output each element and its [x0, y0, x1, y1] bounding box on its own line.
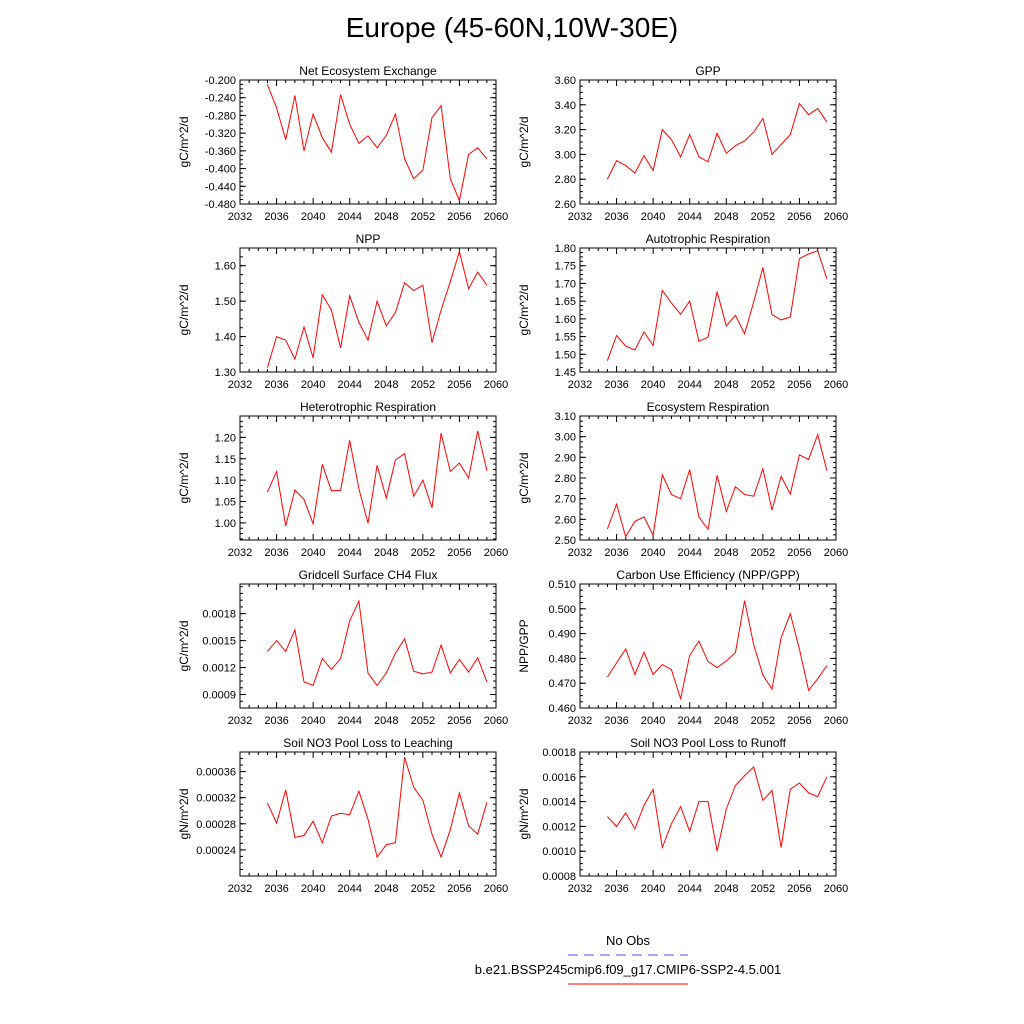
x-tick-label: 2044 [337, 379, 362, 391]
x-tick-label: 2052 [410, 211, 436, 223]
y-tick-label: 3.00 [554, 149, 576, 162]
x-tick-label: 2032 [567, 379, 593, 391]
y-tick-label: 3.20 [554, 124, 576, 137]
x-tick-label: 2060 [823, 379, 849, 391]
y-tick-label: 1.50 [214, 296, 236, 309]
x-tick-label: 2044 [677, 211, 702, 223]
x-tick-label: 2032 [567, 715, 593, 727]
x-tick-label: 2036 [604, 715, 629, 727]
x-tick-label: 2060 [483, 547, 509, 559]
y-tick-label: 2.70 [554, 493, 576, 506]
y-tick-label: 0.00036 [196, 766, 236, 779]
y-tick-label: 0.0014 [542, 796, 576, 809]
plot-frame [240, 584, 496, 708]
series-line [607, 435, 827, 537]
x-tick-label: 2060 [823, 883, 849, 895]
y-tick-label: 1.75 [554, 260, 576, 273]
plot-frame [240, 248, 496, 372]
x-tick-label: 2048 [714, 379, 739, 391]
x-tick-label: 2032 [567, 211, 593, 223]
y-tick-label: 1.50 [554, 349, 576, 362]
x-tick-label: 2060 [823, 715, 849, 727]
x-tick-label: 2052 [750, 547, 776, 559]
x-tick-label: 2052 [750, 211, 776, 223]
x-tick-label: 2048 [714, 883, 739, 895]
chart-panel [517, 400, 848, 559]
chart-title: Net Ecosystem Exchange [299, 64, 437, 78]
y-axis-label: gC/m^2/d [517, 284, 531, 336]
y-tick-label: 0.470 [548, 678, 576, 691]
y-tick-label: 0.0012 [202, 662, 236, 675]
page-title: Europe (45-60N,10W-30E) [345, 12, 679, 43]
x-tick-label: 2040 [300, 547, 326, 559]
y-tick-label: -0.240 [204, 92, 236, 105]
x-tick-label: 2048 [714, 547, 739, 559]
y-tick-label: 0.0010 [542, 846, 576, 859]
y-tick-label: -0.440 [204, 181, 236, 194]
x-tick-label: 2040 [300, 715, 326, 727]
y-tick-label: 1.40 [214, 331, 236, 344]
x-tick-label: 2056 [447, 379, 472, 391]
y-tick-label: -0.320 [204, 128, 236, 141]
x-tick-label: 2044 [677, 379, 702, 391]
y-tick-label: -0.280 [204, 110, 236, 123]
chart-title: GPP [695, 64, 721, 78]
y-tick-label: 1.30 [214, 367, 236, 379]
x-tick-label: 2040 [640, 379, 666, 391]
x-tick-label: 2036 [604, 211, 629, 223]
x-tick-label: 2060 [823, 211, 849, 223]
y-tick-label: -0.480 [204, 199, 236, 211]
x-tick-label: 2044 [337, 715, 362, 727]
plot-frame [580, 752, 836, 876]
y-axis-label: gN/m^2/d [177, 788, 191, 840]
chart-title: Carbon Use Efficiency (NPP/GPP) [616, 568, 800, 582]
x-tick-label: 2052 [750, 883, 776, 895]
x-tick-label: 2048 [374, 379, 399, 391]
y-tick-label: 0.490 [548, 628, 576, 641]
y-tick-label: 2.60 [554, 199, 576, 211]
plot-frame [580, 80, 836, 204]
x-tick-label: 2052 [410, 547, 436, 559]
chart-title: Gridcell Surface CH4 Flux [298, 568, 438, 582]
y-tick-label: 0.00024 [196, 844, 236, 857]
y-axis-label: gC/m^2/d [517, 452, 531, 504]
x-tick-label: 2048 [714, 715, 739, 727]
y-tick-label: 2.90 [554, 452, 576, 465]
y-tick-label: 1.45 [554, 367, 576, 379]
x-tick-label: 2040 [640, 211, 666, 223]
x-tick-label: 2032 [227, 883, 253, 895]
y-tick-label: 0.0008 [542, 871, 576, 883]
y-tick-label: 1.65 [554, 296, 576, 309]
x-tick-label: 2036 [264, 883, 289, 895]
y-tick-label: 1.80 [554, 243, 576, 255]
legend-model-label: b.e21.BSSP245cmip6.f09_g17.CMIP6-SSP2-4.5.001 [474, 962, 782, 977]
y-tick-label: 1.70 [554, 278, 576, 291]
y-tick-label: 0.0018 [542, 747, 576, 759]
chart-title: Ecosystem Respiration [646, 400, 770, 414]
y-tick-label: 3.40 [554, 99, 576, 112]
y-tick-label: 1.05 [214, 496, 236, 509]
x-tick-label: 2056 [787, 715, 812, 727]
x-tick-label: 2060 [483, 883, 509, 895]
x-tick-label: 2036 [264, 715, 289, 727]
chart-panel [177, 64, 508, 223]
x-tick-label: 2032 [567, 547, 593, 559]
x-tick-label: 2044 [337, 211, 362, 223]
x-tick-label: 2060 [483, 715, 509, 727]
chart-title: NPP [355, 232, 381, 246]
x-tick-label: 2052 [750, 379, 776, 391]
y-tick-label: 3.60 [554, 75, 576, 87]
chart-panel [517, 736, 848, 895]
chart-title: Autotrophic Respiration [645, 232, 771, 246]
series-line [267, 431, 487, 526]
x-tick-label: 2040 [300, 883, 326, 895]
y-axis-label: gN/m^2/d [517, 788, 531, 840]
x-tick-label: 2056 [787, 211, 812, 223]
x-tick-label: 2048 [714, 211, 739, 223]
series-line [607, 104, 827, 180]
legend-obs-label: No Obs [605, 933, 651, 948]
y-tick-label: 3.10 [554, 411, 576, 423]
y-tick-label: 1.10 [214, 475, 236, 488]
y-tick-label: 0.0012 [542, 821, 576, 834]
chart-title: Heterotrophic Respiration [299, 400, 437, 414]
x-tick-label: 2044 [677, 715, 702, 727]
x-tick-label: 2048 [374, 547, 399, 559]
plot-frame [580, 416, 836, 540]
series-line [267, 757, 487, 857]
y-tick-label: 0.00028 [196, 818, 236, 831]
series-line [607, 601, 827, 699]
x-tick-label: 2032 [227, 547, 253, 559]
x-tick-label: 2056 [787, 379, 812, 391]
y-tick-label: 1.60 [214, 260, 236, 273]
y-tick-label: 3.00 [554, 431, 576, 444]
chart-panel [177, 232, 508, 391]
y-tick-label: 2.50 [554, 535, 576, 547]
x-tick-label: 2056 [787, 547, 812, 559]
y-tick-label: 0.460 [548, 703, 576, 715]
x-tick-label: 2056 [447, 883, 472, 895]
y-axis-label: NPP/GPP [517, 619, 531, 673]
y-axis-label: gC/m^2/d [517, 116, 531, 168]
y-tick-label: 0.500 [548, 603, 576, 616]
x-tick-label: 2052 [750, 715, 776, 727]
series-line [267, 601, 487, 685]
x-tick-label: 2060 [483, 379, 509, 391]
series-line [607, 251, 827, 361]
y-tick-label: 0.480 [548, 653, 576, 666]
x-tick-label: 2052 [410, 883, 436, 895]
chart-panel [517, 232, 848, 391]
y-tick-label: -0.360 [204, 145, 236, 158]
x-tick-label: 2060 [483, 211, 509, 223]
plot-frame [580, 584, 836, 708]
y-tick-label: 2.80 [554, 473, 576, 485]
chart-panel [177, 568, 508, 727]
y-tick-label: 1.20 [214, 432, 236, 445]
y-tick-label: 1.15 [214, 453, 236, 466]
x-tick-label: 2060 [823, 547, 849, 559]
series-line [267, 84, 487, 200]
x-tick-label: 2040 [300, 379, 326, 391]
plot-frame [240, 752, 496, 876]
x-tick-label: 2040 [640, 715, 666, 727]
y-tick-label: 0.00032 [196, 792, 236, 805]
y-tick-label: -0.200 [204, 75, 236, 87]
x-tick-label: 2032 [227, 715, 253, 727]
x-tick-label: 2036 [604, 547, 629, 559]
chart-title: Soil NO3 Pool Loss to Leaching [283, 736, 453, 750]
series-line [267, 252, 487, 368]
x-tick-label: 2036 [264, 379, 289, 391]
series-line [607, 767, 827, 851]
chart-panel [177, 736, 508, 895]
x-tick-label: 2044 [677, 547, 702, 559]
y-tick-label: 0.0018 [202, 608, 236, 621]
x-tick-label: 2036 [264, 211, 289, 223]
x-tick-label: 2032 [227, 379, 253, 391]
y-tick-label: -0.400 [204, 163, 236, 176]
chart-panel [177, 400, 508, 559]
y-tick-label: 0.510 [548, 579, 576, 591]
x-tick-label: 2032 [227, 211, 253, 223]
y-tick-label: 0.0009 [202, 689, 236, 702]
x-tick-label: 2036 [264, 547, 289, 559]
x-tick-label: 2052 [410, 379, 436, 391]
y-tick-label: 1.55 [554, 331, 576, 344]
x-tick-label: 2044 [677, 883, 702, 895]
x-tick-label: 2032 [567, 883, 593, 895]
y-tick-label: 1.60 [554, 313, 576, 326]
x-tick-label: 2056 [447, 547, 472, 559]
y-tick-label: 2.60 [554, 514, 576, 527]
plot-frame [240, 80, 496, 204]
y-tick-label: 0.0015 [202, 635, 236, 648]
y-axis-label: gC/m^2/d [177, 620, 191, 672]
x-tick-label: 2036 [604, 379, 629, 391]
chart-panel [517, 568, 848, 727]
x-tick-label: 2044 [337, 547, 362, 559]
x-tick-label: 2048 [374, 883, 399, 895]
x-tick-label: 2044 [337, 883, 362, 895]
x-tick-label: 2056 [787, 883, 812, 895]
y-axis-label: gC/m^2/d [177, 284, 191, 336]
x-tick-label: 2040 [640, 547, 666, 559]
x-tick-label: 2048 [374, 715, 399, 727]
chart-title: Soil NO3 Pool Loss to Runoff [630, 736, 786, 750]
x-tick-label: 2052 [410, 715, 436, 727]
x-tick-label: 2040 [300, 211, 326, 223]
y-axis-label: gC/m^2/d [177, 452, 191, 504]
plot-frame [580, 248, 836, 372]
x-tick-label: 2048 [374, 211, 399, 223]
chart-panel [517, 64, 848, 223]
y-axis-label: gC/m^2/d [177, 116, 191, 168]
x-tick-label: 2056 [447, 211, 472, 223]
x-tick-label: 2040 [640, 883, 666, 895]
y-tick-label: 2.80 [554, 174, 576, 187]
x-tick-label: 2036 [604, 883, 629, 895]
y-tick-label: 1.00 [214, 517, 236, 530]
y-tick-label: 0.0016 [542, 771, 576, 784]
x-tick-label: 2056 [447, 715, 472, 727]
